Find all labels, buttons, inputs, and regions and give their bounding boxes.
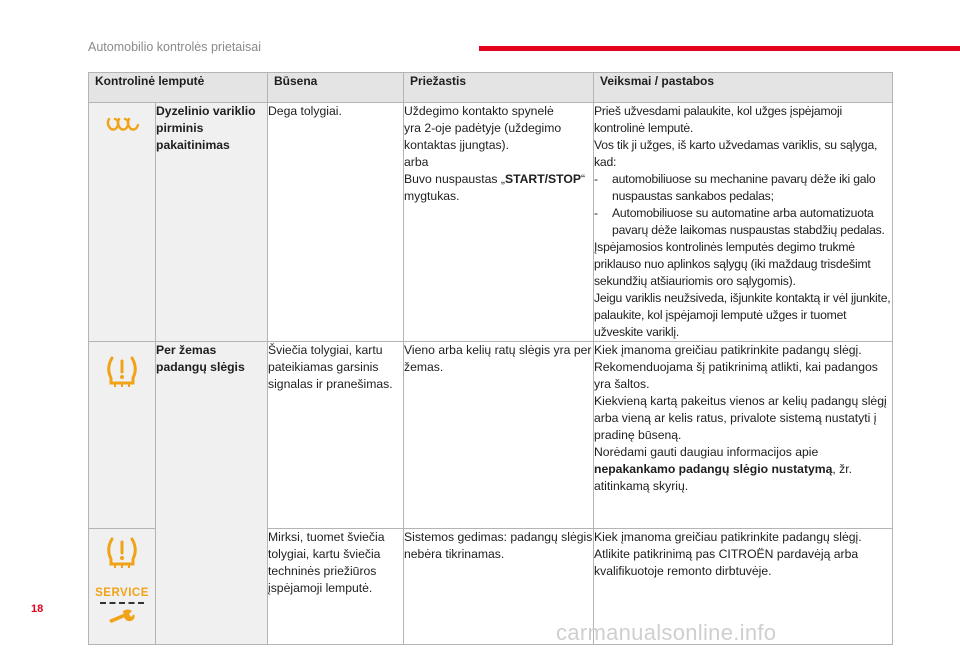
start-stop-label: START/STOP: [504, 172, 582, 186]
cause-prefix: Buvo nuspaustas „: [404, 172, 505, 186]
action-paragraph: Kiek įmanoma greičiau patikrinkite padangų slėgį.: [594, 343, 862, 357]
page-number: 18: [31, 603, 44, 615]
action-paragraph: Prieš užvesdami palaukite, kol užges įspėjamoji kontrolinė lemputė.: [594, 104, 843, 135]
header-actions: Veiksmai / pastabos: [594, 73, 893, 103]
cause-line: arba: [404, 155, 429, 169]
warning-lamps-table: [88, 72, 893, 645]
action-paragraph: Atlikite patikrinimą pas CITROËN pardavėją arba kvalifikuotoje remonto dirbtuvėje.: [594, 547, 859, 578]
header-status: Būsena: [268, 73, 404, 103]
watermark: carmanualsonline.info: [556, 620, 777, 645]
action-bullet: - automobiliuose su mechanine pavarų dėže iki galo nuspaustas sankabos pedalas;: [594, 171, 892, 205]
action-paragraph: Jeigu variklis neužsiveda, išjunkite kontaktą ir vėl įjunkite, palaukite, kol įspėjamoji lemputė užges ir tuomet užveskite variklį.: [594, 291, 891, 339]
text-span: , žr. atitinkamą skyrių.: [594, 462, 853, 493]
action-paragraph: Įspėjamosios kontrolinės lemputės degimo trukmė priklauso nuo aplinkos sąlygų (iki maždaug trisdešimt sekundžių atšiauriomis oro sąlygomis).: [594, 240, 871, 288]
service-dashes: [100, 602, 144, 604]
cause-line: [404, 171, 593, 188]
table-row: [89, 103, 893, 342]
header-accent-bar: [479, 46, 960, 51]
action-paragraph: Kiek įmanoma greičiau patikrinkite padangų slėgį.: [594, 530, 862, 544]
action-paragraph: Kiekvieną kartą pakeitus vienos ar kelių padangų slėgį arba vieną ar kelis ratus, privalote sistemą nustatyti į pradinę būseną.: [594, 394, 887, 442]
cause-line: mygtukas.: [404, 189, 460, 203]
status-text: Šviečia tolygiai, kartu pateikiamas garsinis signalas ir pranešimas.: [268, 342, 404, 529]
actions-text: [594, 342, 893, 529]
status-text: Mirksi, tuomet šviečia tolygiai, kartu šviečia techninės priežiūros įspėjamoji lemputė.: [268, 529, 404, 645]
action-paragraph: [594, 444, 892, 495]
header-title: Automobilio kontrolės prietaisai: [88, 40, 262, 54]
table-row: [89, 342, 893, 529]
cause-text: Sistemos gedimas: padangų slėgis nebėra tikrinamas.: [404, 529, 594, 645]
cross-reference: nepakankamo padangų slėgio nustatymą: [594, 462, 833, 476]
service-label: SERVICE: [95, 587, 149, 599]
bullet-text: Automobiliuose su automatine arba automatizuota pavarų dėže laikomas nuspaustas stabdžių pedalas.: [612, 206, 885, 237]
cause-text: [404, 103, 594, 342]
cause-line: Uždegimo kontakto spynelė: [404, 104, 554, 118]
header-lamp: Kontrolinė lemputė: [89, 73, 268, 103]
cause-line: kontaktas įjungtas).: [404, 138, 510, 152]
bullet-text: automobiliuose su mechanine pavarų dėže iki galo nuspaustas sankabos pedalas;: [612, 172, 876, 203]
tyre-pressure-icon: [103, 535, 141, 569]
lamp-icon-cell: [89, 103, 156, 342]
cause-text: Vieno arba kelių ratų slėgis yra per žemas.: [404, 342, 594, 529]
lamp-name: Dyzelinio variklio pirminis pakaitinimas: [156, 103, 268, 342]
text-span: Norėdami gauti daugiau informacijos apie: [594, 445, 819, 459]
lamp-icon-cell: [89, 342, 156, 529]
action-paragraph: Vos tik ji užges, iš karto užvedamas variklis, su sąlyga, kad:: [594, 138, 878, 169]
actions-text: [594, 103, 893, 342]
lamp-name: Per žemas padangų slėgis: [156, 342, 268, 645]
tyre-pressure-icon: [103, 354, 141, 388]
wrench-icon: [107, 608, 137, 624]
status-text: Dega tolygiai.: [268, 103, 404, 342]
action-paragraph: Rekomenduojama šį patikrinimą atlikti, kai padangos yra šaltos.: [594, 360, 878, 391]
lamp-icon-cell: [89, 529, 156, 645]
glow-plug-icon: [105, 115, 139, 133]
header-cause: Priežastis: [404, 73, 594, 103]
action-bullet: - Automobiliuose su automatine arba automatizuota pavarų dėže laikomas nuspaustas stabdžių pedalas.: [594, 205, 892, 239]
cause-suffix: “: [581, 172, 586, 186]
table-header-row: [89, 73, 893, 103]
cause-line: yra 2-oje padėtyje (uždegimo: [404, 121, 562, 135]
